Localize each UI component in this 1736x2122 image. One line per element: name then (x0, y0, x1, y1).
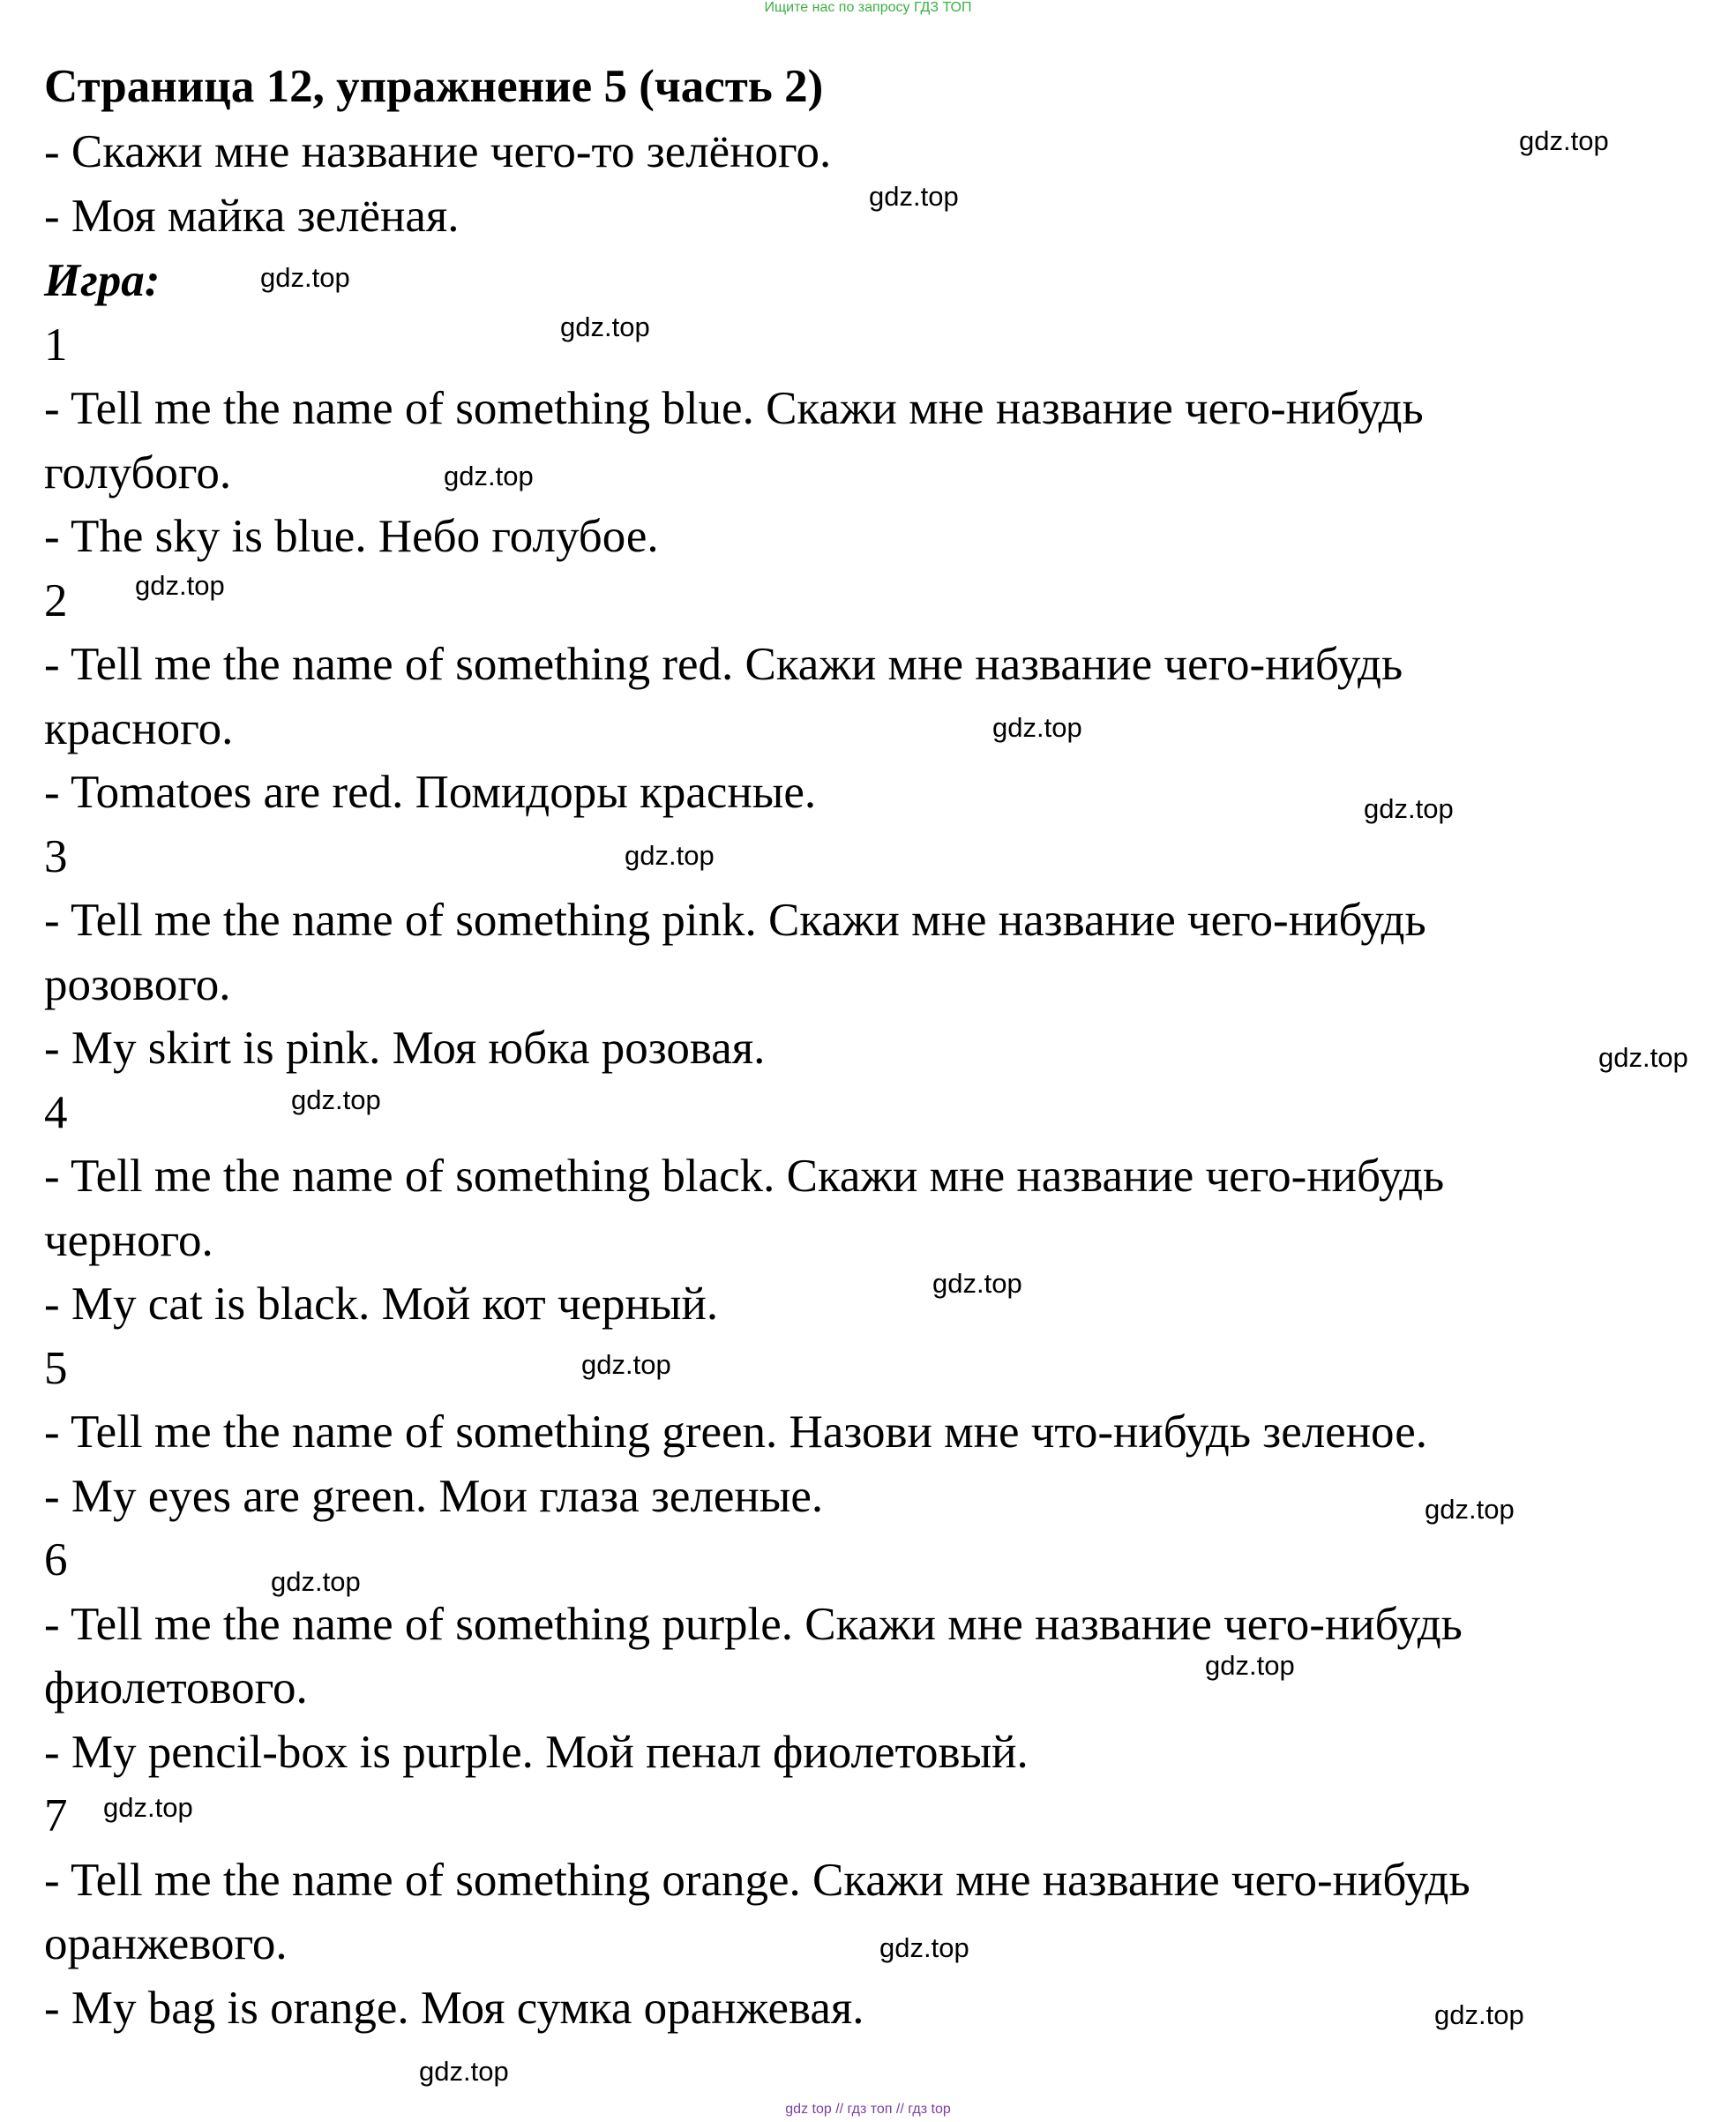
item-answer: - My bag is orange. Моя сумка оранжевая. (44, 1983, 864, 2034)
watermark: gdz.top (444, 461, 534, 491)
item-answer: - My skirt is pink. Моя юбка розовая. (44, 1023, 766, 1074)
item-number: 1 (44, 319, 68, 371)
watermark: gdz.top (1434, 1999, 1524, 2030)
item-question: - Tell me the name of something purple. Скажи мне название чего-нибудь (44, 1599, 1463, 1650)
item-question-continued: фиолетового. (44, 1662, 308, 1713)
intro-line: - Скажи мне название чего-то зелёного. (44, 126, 832, 177)
watermark: gdz.top (419, 2056, 509, 2087)
item-number: 3 (44, 831, 68, 882)
watermark: gdz.top (581, 1349, 671, 1380)
item-answer: - The sky is blue. Небо голубое. (44, 511, 659, 562)
item-question-continued: оранжевого. (44, 1918, 288, 1969)
item-question: - Tell me the name of something pink. Скажи мне название чего-нибудь (44, 895, 1426, 946)
watermark: gdz.top (992, 712, 1082, 743)
item-number: 4 (44, 1087, 68, 1138)
watermark: gdz.top (1425, 1494, 1515, 1525)
watermark: gdz.top (625, 840, 715, 871)
item-question-continued: красного. (44, 703, 234, 754)
watermark: gdz.top (1598, 1042, 1688, 1073)
watermark: gdz.top (1205, 1650, 1295, 1681)
game-label: Игра: (44, 255, 161, 306)
item-question: - Tell me the name of something orange. Скажи мне название чего-нибудь (44, 1855, 1470, 1906)
watermark: gdz.top (291, 1084, 381, 1115)
item-answer: - My cat is black. Мой кот черный. (44, 1278, 719, 1330)
watermark: gdz.top (260, 262, 350, 293)
watermark: gdz.top (879, 1932, 969, 1963)
item-question: - Tell me the name of something red. Скажи мне название чего-нибудь (44, 639, 1403, 690)
watermark: gdz.top (869, 181, 959, 212)
item-question: - Tell me the name of something black. Скажи мне название чего-нибудь (44, 1151, 1445, 1202)
item-answer: - Tomatoes are red. Помидоры красные. (44, 767, 817, 818)
watermark: gdz.top (271, 1566, 361, 1597)
item-number: 2 (44, 575, 68, 626)
watermark: gdz.top (932, 1268, 1022, 1299)
watermark: gdz.top (103, 1792, 193, 1823)
item-question-continued: голубого. (44, 447, 232, 499)
intro-line: - Моя майка зелёная. (44, 191, 460, 242)
item-question: - Tell me the name of something blue. Скажи мне название чего-нибудь (44, 383, 1424, 434)
watermark: gdz.top (560, 311, 650, 342)
footer: gdz top // гдз топ // гдз top (785, 2102, 951, 2117)
watermark: gdz.top (135, 570, 225, 601)
item-number: 7 (44, 1790, 68, 1841)
item-answer: - My pencil-box is purple. Мой пенал фиолетовый. (44, 1727, 1029, 1778)
page-title: Страница 12, упражнение 5 (часть 2) (44, 61, 824, 112)
item-question-continued: черного. (44, 1215, 213, 1266)
item-number: 6 (44, 1534, 68, 1586)
item-question-continued: розового. (44, 959, 231, 1010)
top-banner: Ищите нас по запросу ГДЗ ТОП (764, 0, 972, 15)
item-answer: - My eyes are green. Мои глаза зеленые. (44, 1471, 824, 1522)
item-number: 5 (44, 1343, 68, 1394)
item-question: - Tell me the name of something green. Назови мне что-нибудь зеленое. (44, 1406, 1427, 1458)
watermark: gdz.top (1519, 125, 1609, 156)
watermark: gdz.top (1364, 793, 1454, 824)
